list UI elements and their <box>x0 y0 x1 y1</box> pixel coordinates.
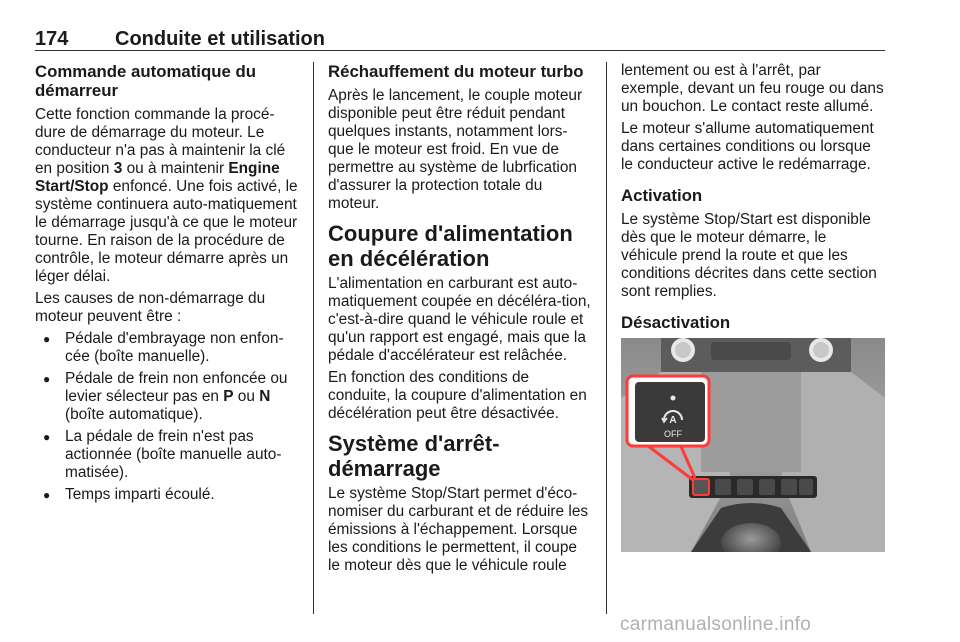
paragraph: Après le lancement, le couple moteur disponible peut être réduit pendant quelques instants, notamment lors-que le moteur est froid. En vue de permettre au système de lubrfication d'assurer la protection totale du moteur. <box>328 87 583 212</box>
paragraph: Le moteur s'allume automatiquement dans certaines conditions ou lorsque le conducteur active le redémarrage. <box>621 120 874 173</box>
dashboard-photo <box>621 338 885 552</box>
list-item: ● La pédale de frein n'est pas actionnée (boîte manuelle auto-matisée). <box>35 428 300 482</box>
list-item: ● Pédale d'embrayage non enfon-cée (boîte manuelle). <box>35 330 300 366</box>
gear-n: N <box>259 388 271 405</box>
center-console-illustration <box>621 338 885 552</box>
column-right <box>621 62 887 552</box>
stop-start-button <box>693 479 709 495</box>
section-heading-stop-start: Système d'arrêt-démarrage <box>328 431 500 481</box>
section-heading-activation: Activation <box>621 186 703 205</box>
list-item: ● Temps imparti écoulé. <box>35 486 300 504</box>
column-middle <box>328 62 592 579</box>
bullet-list <box>35 330 300 504</box>
column-divider <box>606 62 607 614</box>
key-position: 3 <box>113 160 123 177</box>
paragraph: L'alimentation en carburant est auto-matiquement coupée en décéléra-tion, c'est-à-dire quand le véhicule roule et qu'un rapport est engagé, mais que la pédale d'accélérateur est relâchée. <box>328 275 591 364</box>
page-number: 174 <box>35 28 69 50</box>
paragraph: En fonction des conditions de conduite, la coupure d'alimentation en décélération peut être désactivée. <box>328 369 587 422</box>
column-divider <box>313 62 314 614</box>
running-title: Conduite et utilisation <box>115 28 325 50</box>
paragraph: lentement ou est à l'arrêt, par exemple, devant un feu rouge ou dans un bouchon. Le contact reste allumé. <box>621 62 884 115</box>
paragraph: Cette fonction commande la procé-dure de démarrage du moteur. Le conducteur n'a pas à maintenir la clé en position 3 ou à maintenir Engine Start/Stop enfoncé. Une fois activé, le système continuera auto-matiquement le démarrage jusqu'à ce que le moteur tourne. En raison de la procédure de contrôle, le moteur démarre après un léger délai. <box>35 106 298 285</box>
off-label: OFF <box>664 429 682 439</box>
section-heading-fuel-cutoff: Coupure d'alimentation en décélération <box>328 221 573 271</box>
svg-text:A: A <box>669 415 677 426</box>
gear-p: P <box>223 388 234 405</box>
watermark: carmanualsonline.info <box>620 614 812 635</box>
list-item: ● Pédale de frein non enfoncée ou levier sélecteur pas en P ou N (boîte automatique). <box>35 370 300 424</box>
section-heading-turbo: Réchauffement du moteur turbo <box>328 62 584 81</box>
paragraph: Le système Stop/Start est disponible dès que le moteur démarre, le véhicule prend la route et que les conditions décrites dans cette section sont remplies. <box>621 211 877 300</box>
column-left <box>35 62 300 508</box>
engine-start-stop-label: Engine Start/Stop <box>35 160 280 195</box>
page-header <box>35 28 885 56</box>
section-heading-auto-start: Commande automatique du démarreur <box>35 62 256 100</box>
paragraph: Les causes de non-démarrage du moteur peuvent être : <box>35 290 266 325</box>
header-rule <box>35 50 885 51</box>
indicator-led-icon <box>671 396 676 401</box>
paragraph: Le système Stop/Start permet d'éco-nomiser du carburant et de réduire les émissions à l'échappement. Lorsque les conditions le permettent, il coupe le moteur dès que le véhicule roule <box>328 485 589 574</box>
section-heading-deactivation: Désactivation <box>621 313 731 332</box>
